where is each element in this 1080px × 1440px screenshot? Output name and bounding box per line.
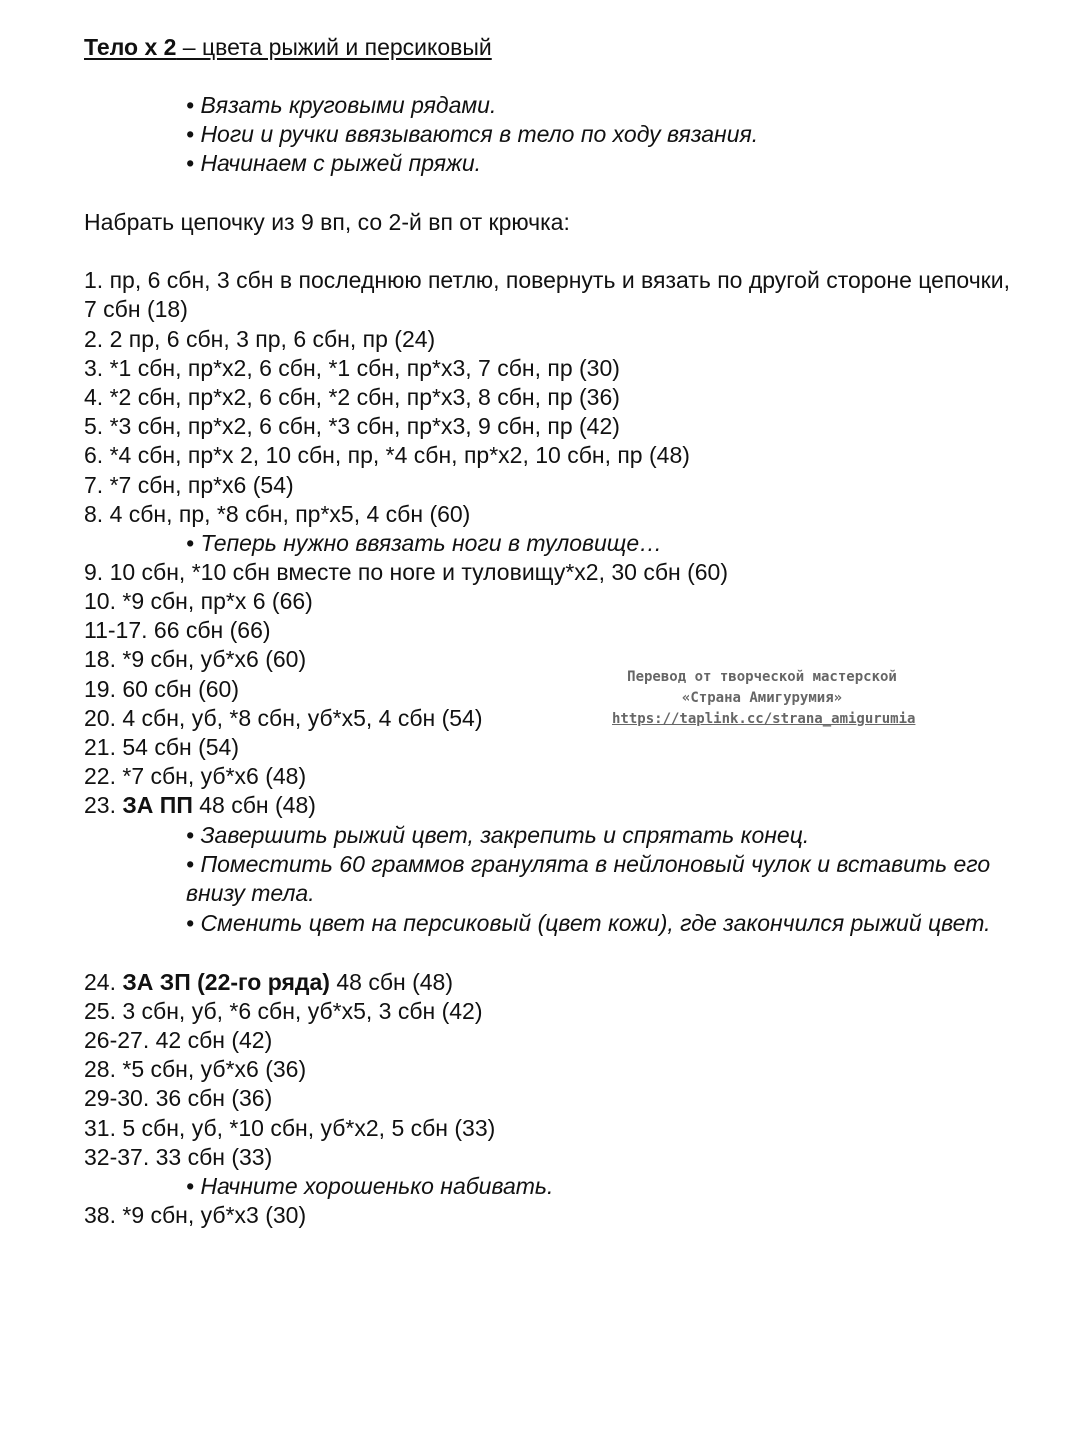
row-24 <box>84 968 453 997</box>
intro-bullet: • Начинаем с рыжей пряжи. <box>186 150 482 176</box>
row-3: 3. *1 сбн, пр*х2, 6 сбн, *1 сбн, пр*х3, 7 сбн, пр (30) <box>84 355 620 381</box>
row-7: 7. *7 сбн, пр*х6 (54) <box>84 472 294 498</box>
row-38: 38. *9 сбн, уб*х3 (30) <box>84 1202 307 1228</box>
note-finish-color: • Завершить рыжий цвет, закрепить и спрятать конец. <box>186 822 810 848</box>
row-8: 8. 4 сбн, пр, *8 сбн, пр*х5, 4 сбн (60) <box>84 501 471 527</box>
watermark-link[interactable]: https://taplink.cc/strana_amigurumia <box>612 711 916 727</box>
row-21: 21. 54 сбн (54) <box>84 734 240 760</box>
section-title <box>84 33 492 62</box>
row-23 <box>84 791 316 820</box>
row-9: 9. 10 сбн, *10 сбн вместе по ноге и туловищу*х2, 30 сбн (60) <box>84 559 729 585</box>
note-granules: • Поместить 60 граммов гранулята в нейлоновый чулок и вставить его внизу тела. <box>186 851 991 906</box>
row-2: 2. 2 пр, 6 сбн, 3 пр, 6 сбн, пр (24) <box>84 326 436 352</box>
row-26-27: 26-27. 42 сбн (42) <box>84 1027 273 1053</box>
note-stuffing: • Начните хорошенько набивать. <box>186 1173 554 1199</box>
row-23-rest: 48 сбн (48) <box>192 792 316 818</box>
row-19: 19. 60 сбн (60) <box>84 676 240 702</box>
row-5: 5. *3 сбн, пр*х2, 6 сбн, *3 сбн, пр*х3, 9 сбн, пр (42) <box>84 413 620 439</box>
row-23-bold: ЗА ПП <box>122 792 193 818</box>
row-11-17: 11-17. 66 сбн (66) <box>84 617 271 643</box>
note-change-color: • Сменить цвет на персиковый (цвет кожи), где закончился рыжий цвет. <box>186 910 991 936</box>
watermark-line-2: «Страна Амигурумия» <box>681 690 843 706</box>
row-20: 20. 4 сбн, уб, *8 сбн, уб*х5, 4 сбн (54) <box>84 705 483 731</box>
row-24-number: 24. <box>84 969 123 995</box>
intro-bullet: • Вязать круговыми рядами. <box>186 92 497 118</box>
intro-bullet: • Ноги и ручки ввязываются в тело по ходу вязания. <box>186 121 759 147</box>
row-32-37: 32-37. 33 сбн (33) <box>84 1144 273 1170</box>
title-rest: – цвета рыжий и персиковый <box>176 34 492 60</box>
row-31: 31. 5 сбн, уб, *10 сбн, уб*х2, 5 сбн (33) <box>84 1115 496 1141</box>
row-29-30: 29-30. 36 сбн (36) <box>84 1085 273 1111</box>
row-22: 22. *7 сбн, уб*х6 (48) <box>84 763 307 789</box>
row-10: 10. *9 сбн, пр*х 6 (66) <box>84 588 313 614</box>
row-24-bold: ЗА ЗП (22-го ряда) <box>122 969 330 995</box>
translator-watermark <box>612 667 916 730</box>
row-1: 1. пр, 6 сбн, 3 сбн в последнюю петлю, повернуть и вязать по другой стороне цепочки, 7 сбн (18) <box>84 267 1010 322</box>
row-23-number: 23. <box>84 792 123 818</box>
note-legs: • Теперь нужно ввязать ноги в туловище… <box>186 530 663 556</box>
watermark-line-1: Перевод от творческой мастерской <box>627 669 897 685</box>
title-bold: Тело х 2 <box>84 34 177 60</box>
row-25: 25. 3 сбн, уб, *6 сбн, уб*х5, 3 сбн (42) <box>84 998 483 1024</box>
row-6: 6. *4 сбн, пр*х 2, 10 сбн, пр, *4 сбн, пр*х2, 10 сбн, пр (48) <box>84 442 690 468</box>
row-18: 18. *9 сбн, уб*х6 (60) <box>84 646 307 672</box>
row-28: 28. *5 сбн, уб*х6 (36) <box>84 1056 307 1082</box>
row-24-rest: 48 сбн (48) <box>329 969 453 995</box>
row-4: 4. *2 сбн, пр*х2, 6 сбн, *2 сбн, пр*х3, 8 сбн, пр (36) <box>84 384 620 410</box>
start-instruction: Набрать цепочку из 9 вп, со 2-й вп от крючка: <box>84 209 570 235</box>
